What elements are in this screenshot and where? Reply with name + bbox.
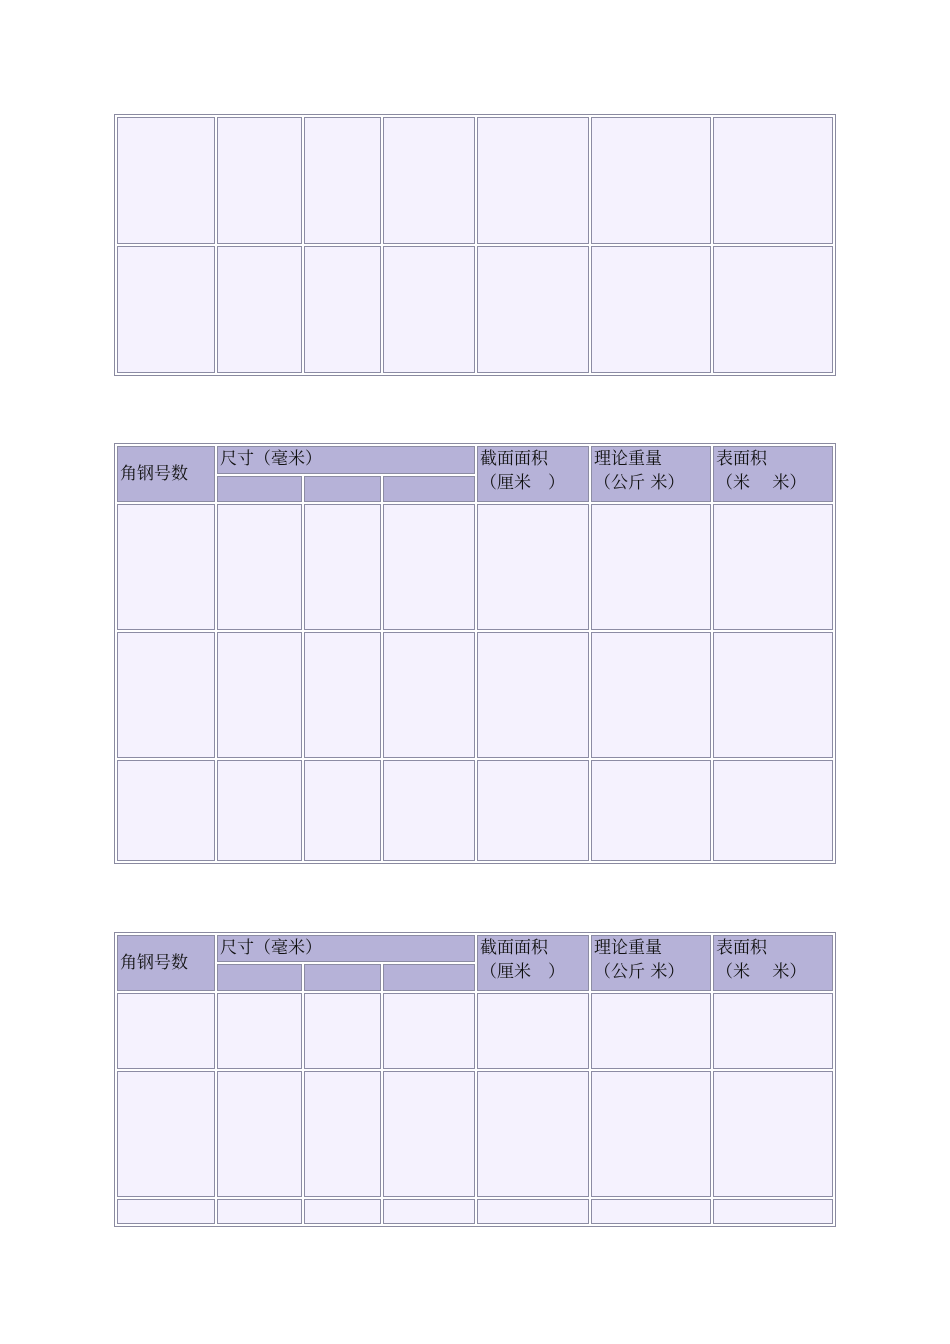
table-cell [217,246,302,373]
table-cell [117,632,215,758]
table-cell [591,117,711,244]
header-size-label: 尺寸（毫米） [220,938,322,958]
table-cell [383,760,475,861]
table-cell [383,993,475,1069]
table-cell [117,1071,215,1197]
table-cell [304,117,381,244]
header-angle-number [117,935,215,991]
table-cell [713,117,833,244]
header-section-area [477,446,589,502]
header-surface-area [713,446,833,502]
table-row [117,504,833,630]
header-size-sub [304,476,381,502]
table-cell [477,1199,589,1224]
table-cell [383,1199,475,1224]
table-row [117,760,833,861]
table-cell [217,1071,302,1197]
header-size [217,446,475,474]
header-angle-number-label: 角钢号数 [120,953,188,973]
table-cell [477,993,589,1069]
table-cell [477,1071,589,1197]
table-cell [713,246,833,373]
header-weight-line1: 理论重量 [594,938,662,958]
table-cell [217,760,302,861]
table-cell [117,117,215,244]
header-size-sub [383,476,475,502]
table-cell [383,1071,475,1197]
table-cell [217,504,302,630]
header-section-area-line1: 截面面积 [480,449,548,469]
header-surface-line2: （米 米） [716,962,807,982]
header-weight-line2: （公斤 米） [594,473,685,493]
header-section-area-line1: 截面面积 [480,938,548,958]
header-size-sub [304,964,381,991]
angle-steel-table [114,443,836,864]
table-cell [591,760,711,861]
table-cell [304,246,381,373]
table-cell [383,632,475,758]
table-row [117,246,833,373]
table-cell [591,632,711,758]
header-section-area-line2: （厘米 ） [480,962,565,982]
header-section-area-line2: （厘米 ） [480,473,565,493]
table-cell [591,1071,711,1197]
header-theoretical-weight [591,935,711,991]
table-cell [591,1199,711,1224]
table-row [117,632,833,758]
table-cell [713,1071,833,1197]
table-cell [117,504,215,630]
header-size [217,935,475,962]
header-weight-line1: 理论重量 [594,449,662,469]
header-surface-area [713,935,833,991]
table-cell [117,760,215,861]
table-cell [713,632,833,758]
table-cell [591,246,711,373]
table-cell [477,760,589,861]
header-section-area [477,935,589,991]
table-header-row [117,935,833,962]
table-cell [477,246,589,373]
header-surface-line1: 表面积 [716,938,767,958]
table-cell [217,117,302,244]
table-header-row [117,446,833,474]
header-angle-number-label: 角钢号数 [120,464,188,484]
header-size-sub [217,476,302,502]
table-row [117,1071,833,1197]
header-surface-line2: （米 米） [716,473,807,493]
header-surface-line1: 表面积 [716,449,767,469]
table-cell [117,993,215,1069]
header-weight-line2: （公斤 米） [594,962,685,982]
angle-steel-table-continued [114,114,836,376]
table-cell [477,504,589,630]
table-cell [217,632,302,758]
header-angle-number [117,446,215,502]
table-cell [304,993,381,1069]
header-theoretical-weight [591,446,711,502]
table-cell [713,1199,833,1224]
table-cell [304,1199,381,1224]
table-cell [383,117,475,244]
table-cell [713,993,833,1069]
table-cell [591,504,711,630]
table-cell [304,504,381,630]
header-size-sub [383,964,475,991]
table-cell [713,504,833,630]
table-cell [383,246,475,373]
table-cell [304,1071,381,1197]
table-cell [304,632,381,758]
table-cell [591,993,711,1069]
table-cell [217,993,302,1069]
angle-steel-table [114,932,836,1227]
table-cell [217,1199,302,1224]
table-cell [383,504,475,630]
header-size-label: 尺寸（毫米） [220,449,322,469]
header-size-sub [217,964,302,991]
table-cell [477,632,589,758]
table-row [117,1199,833,1224]
table-row [117,117,833,244]
table-row [117,993,833,1069]
table-cell [117,246,215,373]
table-cell [713,760,833,861]
table-cell [477,117,589,244]
table-cell [304,760,381,861]
table-cell [117,1199,215,1224]
